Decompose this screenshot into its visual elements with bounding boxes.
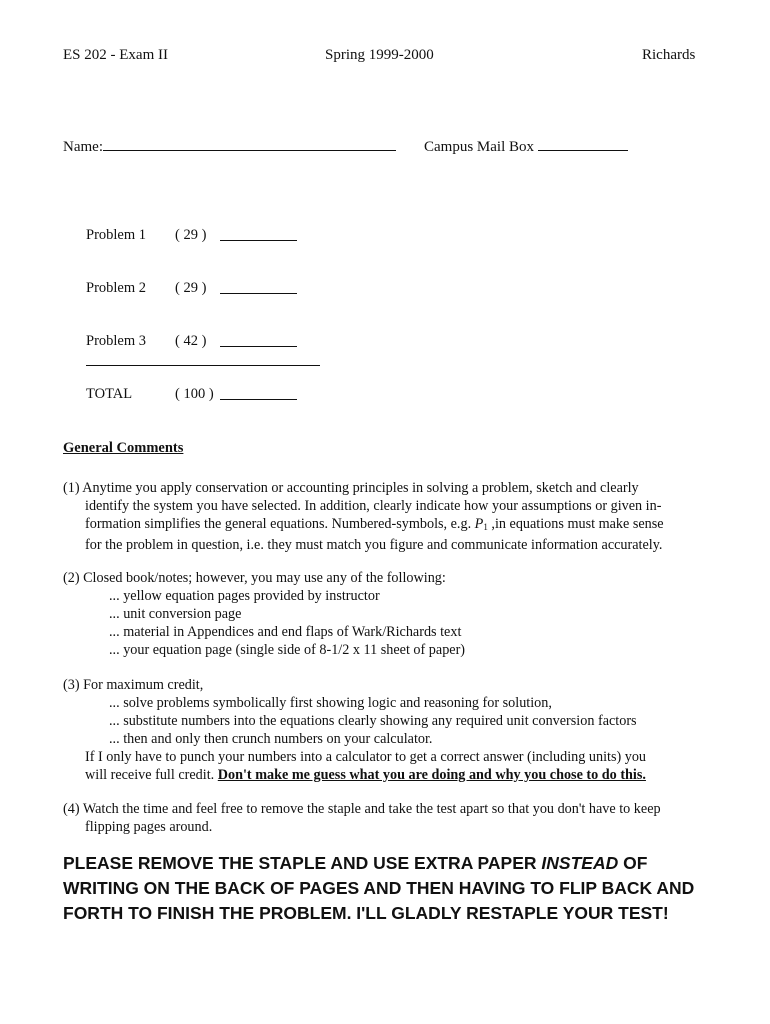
comment-4-line-2: flipping pages around. <box>85 819 213 835</box>
score-label-1: Problem 1 <box>86 227 147 243</box>
name-blank[interactable] <box>103 137 396 151</box>
warning-line-3: FORTH TO FINISH THE PROBLEM. I'LL GLADLY RESTAPLE YOUR TEST! <box>63 903 669 923</box>
comment-1-line-2: identify the system you have selected. In addition, clearly indicate how your assumptions or given in- <box>85 498 662 514</box>
name-label: Name: <box>63 139 103 155</box>
instructor-name: Richards <box>642 47 696 63</box>
total-divider <box>86 365 320 366</box>
score-label-total: TOTAL <box>86 386 133 402</box>
comment-4-line-1: (4) Watch the time and feel free to remove the staple and take the test apart so that you don't have to keep <box>63 801 661 817</box>
course-title: ES 202 - Exam II <box>63 47 168 63</box>
comment-3-line-1: (3) For maximum credit, <box>63 677 204 693</box>
mailbox-field <box>424 137 628 156</box>
comment-1-line-3: formation simplifies the general equations. Numbered-symbols, e.g. $P_1$ ,in equations must make sense <box>85 516 664 532</box>
score-label-3: Problem 3 <box>86 333 147 349</box>
comment-3-item: ... solve problems symbolically first showing logic and reasoning for solution, <box>109 695 552 711</box>
score-points-total: ( 100 ) <box>175 386 214 402</box>
comment-1-line-4: for the problem in question, i.e. they must match you figure and communicate information accurately. <box>85 537 663 553</box>
comment-4 <box>63 800 661 836</box>
comment-2-item: ... unit conversion page <box>109 606 242 622</box>
comment-2-item: ... your equation page (single side of 8-1/2 x 11 sheet of paper) <box>109 642 466 658</box>
symbol-p: P <box>474 516 484 532</box>
staple-warning <box>63 851 694 926</box>
emphasis-note: Don't make me guess what you are doing and why you chose to do this. <box>217 767 646 783</box>
score-blank-1[interactable] <box>220 227 297 246</box>
comment-1 <box>63 479 664 554</box>
comment-2-line-1: (2) Closed book/notes; however, you may use any of the following: <box>63 570 446 586</box>
score-blank-total[interactable] <box>220 386 297 405</box>
score-blank-2[interactable] <box>220 280 297 299</box>
comment-2 <box>63 569 465 659</box>
score-label-2: Problem 2 <box>86 280 147 296</box>
score-points-2: ( 29 ) <box>175 280 207 296</box>
comment-2-item: ... yellow equation pages provided by instructor <box>109 588 380 604</box>
mailbox-label: Campus Mail Box <box>424 139 535 155</box>
comment-1-line-1: (1) Anytime you apply conservation or accounting principles in solving a problem, sketch and clearly <box>63 480 639 496</box>
score-points-1: ( 29 ) <box>175 227 207 243</box>
comments-heading: General Comments <box>63 440 184 456</box>
score-blank-3[interactable] <box>220 333 297 352</box>
term: Spring 1999-2000 <box>325 47 434 63</box>
warning-line-1: PLEASE REMOVE THE STAPLE AND USE EXTRA PAPER INSTEAD OF <box>63 853 648 873</box>
score-points-3: ( 42 ) <box>175 333 207 349</box>
mailbox-blank[interactable] <box>538 137 628 151</box>
comment-3-line-5: If I only have to punch your numbers into a calculator to get a correct answer (including units) you <box>85 749 647 765</box>
comment-3-item: ... substitute numbers into the equations clearly showing any required unit conversion factors <box>109 713 637 729</box>
comment-3-item: ... then and only then crunch numbers on your calculator. <box>109 731 433 747</box>
comment-3-line-6: will receive full credit. Don't make me guess what you are doing and why you chose to do this. <box>85 767 646 783</box>
comment-3 <box>63 676 646 784</box>
comment-2-item: ... material in Appendices and end flaps of Wark/Richards text <box>109 624 462 640</box>
name-field <box>63 137 396 156</box>
warning-line-2: WRITING ON THE BACK OF PAGES AND THEN HAVING TO FLIP BACK AND <box>63 878 695 898</box>
